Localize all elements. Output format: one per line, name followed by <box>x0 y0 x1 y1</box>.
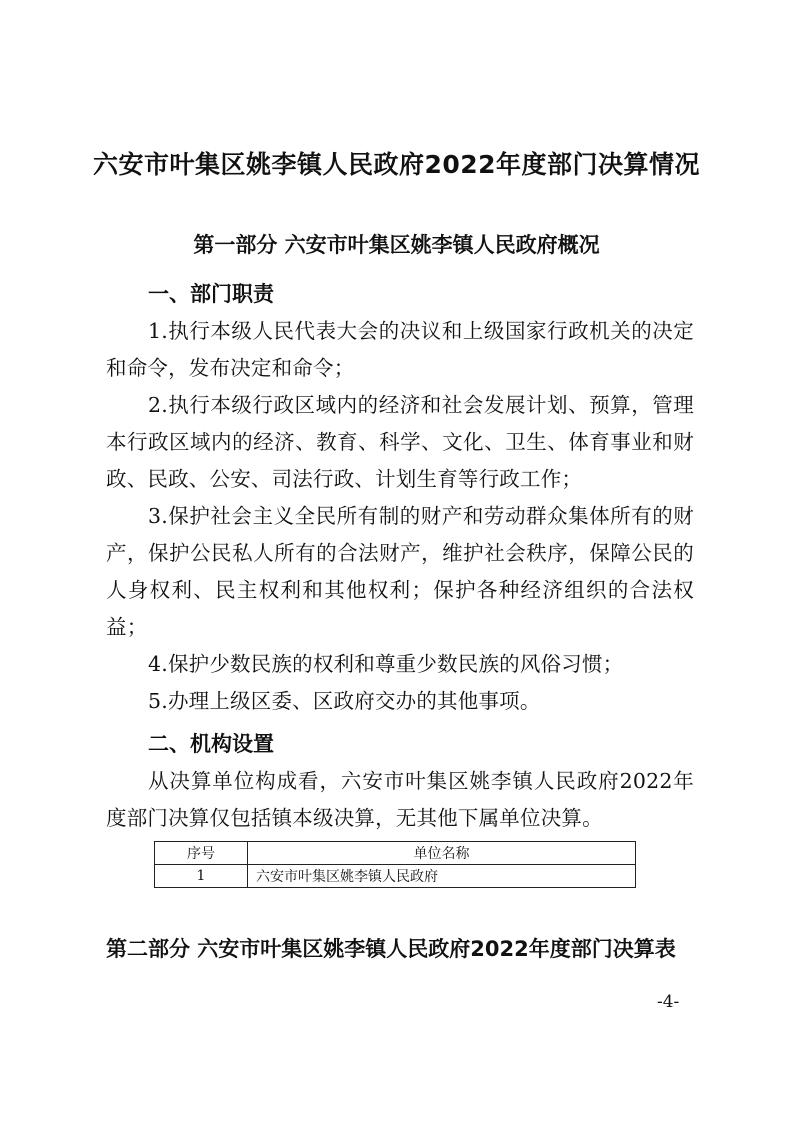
table-header-row <box>155 842 636 865</box>
unit-table <box>154 841 636 888</box>
table-cell-unit-name: 六安市叶集区姚李镇人民政府 <box>248 865 636 888</box>
part2-title: 第二部分 六安市叶集区姚李镇人民政府2022年度部门决算表 <box>106 937 676 961</box>
part1-title: 第一部分 六安市叶集区姚李镇人民政府概况 <box>193 233 600 257</box>
section2-paragraph: 从决算单位构成看，六安市叶集区姚李镇人民政府2022年度部门决算仅包括镇本级决算，无其他下属单位决算。 <box>106 769 694 830</box>
duty-item-3: 3.保护社会主义全民所有制的财产和劳动群众集体所有的财产，保护公民私人所有的合法财产，维护社会秩序，保障公民的人身权利、民主权利和其他权利；保护各种经济组织的合法权益； <box>106 504 694 639</box>
page-number: -4- <box>657 992 680 1012</box>
duty-item-1: 1.执行本级人民代表大会的决议和上级国家行政机关的决定和命令，发布决定和命令； <box>106 319 694 380</box>
section1-heading: 一、部门职责 <box>148 282 274 306</box>
table-row <box>155 865 636 888</box>
duty-item-2: 2.执行本级行政区域内的经济和社会发展计划、预算，管理本行政区域内的经济、教育、科学、文化、卫生、体育事业和财政、民政、公安、司法行政、计划生育等行政工作； <box>106 393 694 491</box>
table-header-unit-name: 单位名称 <box>248 842 636 865</box>
table-header-index: 序号 <box>155 842 248 865</box>
section2-heading: 二、机构设置 <box>148 732 274 756</box>
duty-item-5: 5.办理上级区委、区政府交办的其他事项。 <box>148 689 541 713</box>
duty-item-4: 4.保护少数民族的权利和尊重少数民族的风俗习惯； <box>148 652 624 676</box>
table-cell-index: 1 <box>155 865 248 888</box>
document-title: 六安市叶集区姚李镇人民政府2022年度部门决算情况 <box>92 150 701 179</box>
